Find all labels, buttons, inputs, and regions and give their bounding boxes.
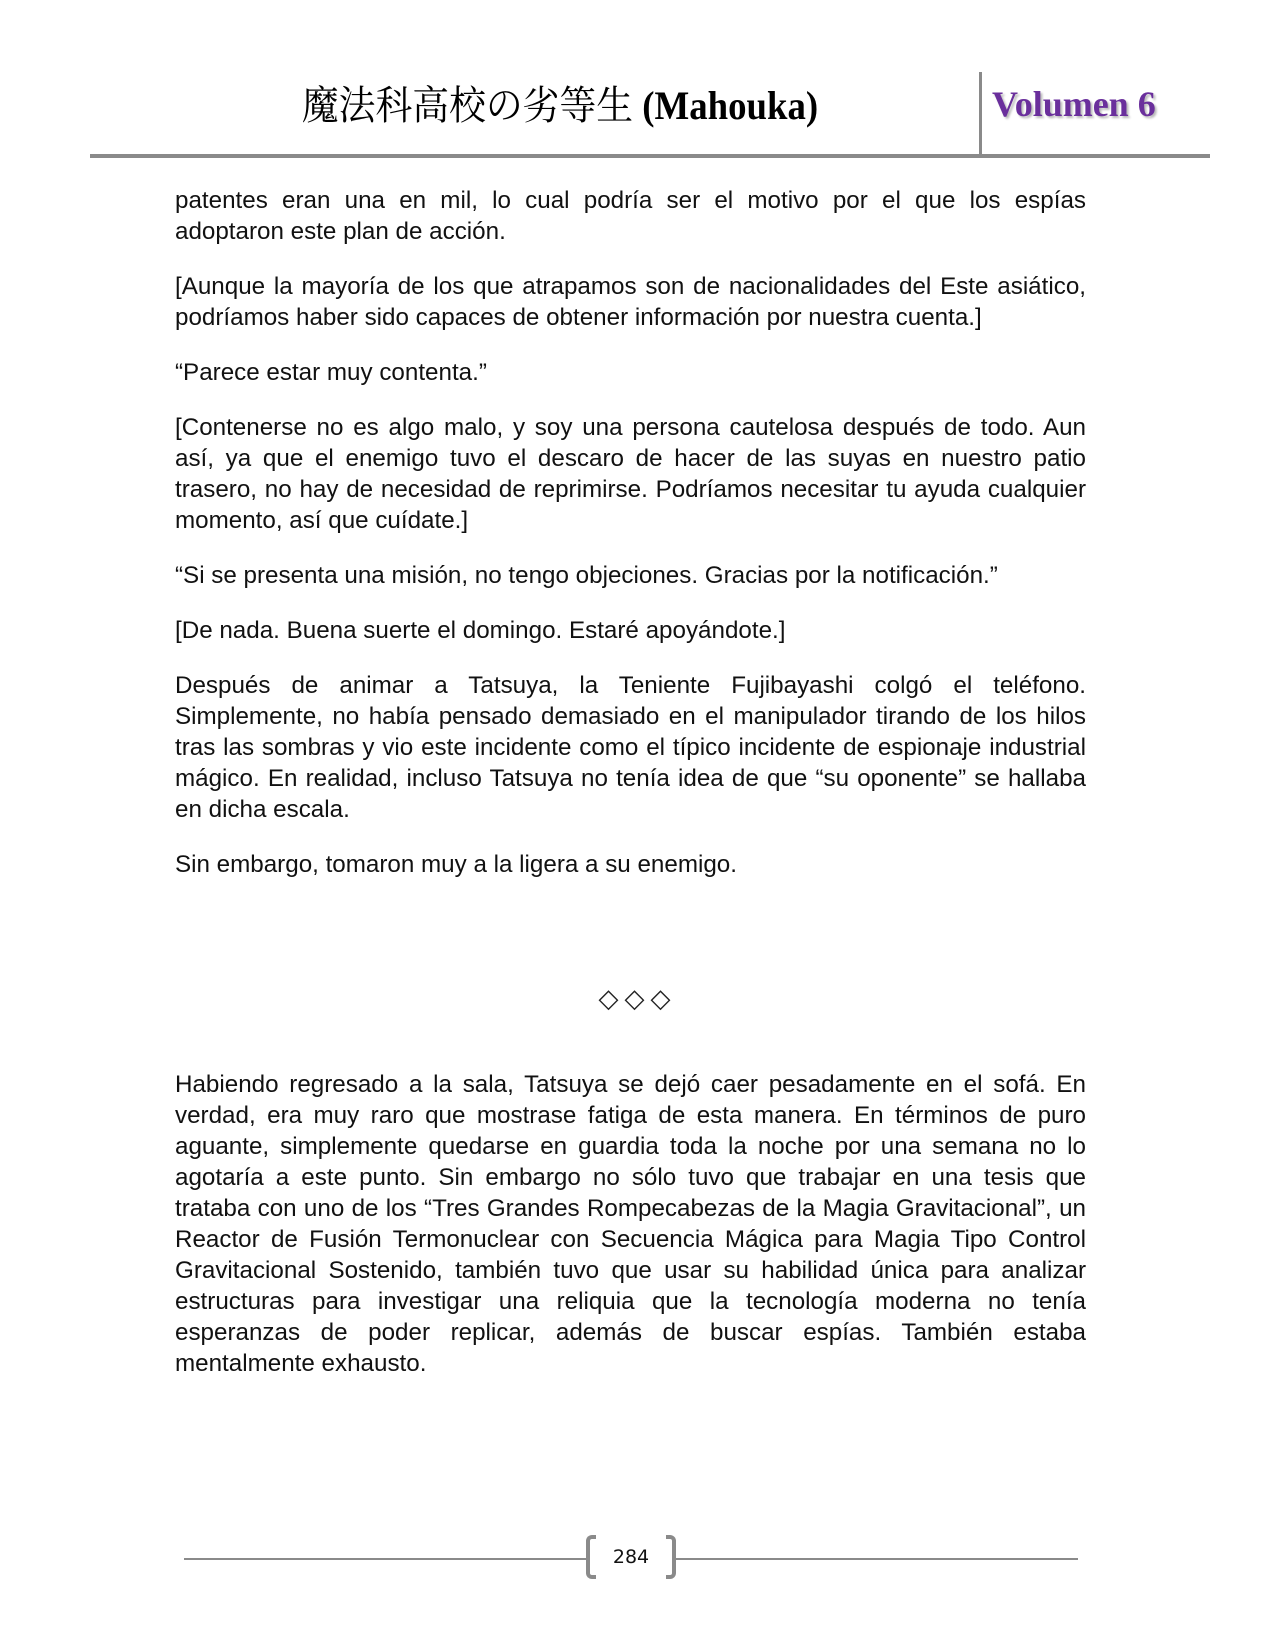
body-text-after-break	[175, 1069, 1086, 1403]
book-title	[183, 78, 937, 134]
paragraph: “Parece estar muy contenta.”	[175, 359, 487, 386]
paragraph: Sin embargo, tomaron muy a la ligera a su enemigo.	[175, 851, 737, 878]
left-bracket-icon	[586, 1535, 596, 1579]
paragraph: [Aunque la mayoría de los que atrapamos son de nacionalidades del Este asiático, podríamos haber sido capaces de obtener información por nuestra cuenta.]	[175, 273, 1086, 331]
paragraph: [Contenerse no es algo malo, y soy una persona cautelosa después de todo. Aun así, ya que el enemigo tuvo el descaro de hacer de las suyas en nuestro patio trasero, no hay de necesidad de reprimirse. Podríamos necesitar tu ayuda cualquier momento, así que cuídate.]	[175, 414, 1086, 534]
volume-label: Volumen 6	[992, 84, 1156, 124]
scene-break-diamonds: ◇◇◇	[598, 984, 677, 1014]
paragraph: patentes eran una en mil, lo cual podría ser el motivo por el que los espías adoptaron este plan de acción.	[175, 187, 1086, 245]
header-rule	[90, 154, 1210, 158]
paragraph: Habiendo regresado a la sala, Tatsuya se dejó caer pesadamente en el sofá. En verdad, era muy raro que mostrase fatiga de esta manera. En términos de puro aguante, simplemente quedarse en guardia toda la noche por una semana no lo agotaría a este punto. Sin embargo no sólo tuvo que trabajar en una tesis que trataba con uno de los “Tres Grandes Rompecabezas de la Magia Gravitacional”, un Reactor de Fusión Termonuclear con Secuencia Mágica para Magia Tipo Control Gravitacional Sostenido, también tuvo que usar su habilidad única para analizar estructuras para investigar una reliquia que la tecnología moderna no tenía esperanzas de poder replicar, además de buscar espías. También estaba mentalmente exhausto.	[175, 1071, 1086, 1377]
book-title-japanese: 魔法科高校の劣等生	[301, 83, 634, 128]
paragraph: “Si se presenta una misión, no tengo objeciones. Gracias por la notificación.”	[175, 562, 998, 589]
footer-rule-left	[184, 1558, 586, 1560]
header-divider	[979, 72, 982, 156]
body-text	[175, 185, 1086, 904]
paragraph: [De nada. Buena suerte el domingo. Estaré apoyándote.]	[175, 617, 786, 644]
book-title-latin: (Mahouka)	[642, 83, 819, 128]
right-bracket-icon	[666, 1535, 676, 1579]
paragraph: Después de animar a Tatsuya, la Teniente Fujibayashi colgó el teléfono. Simplemente, no había pensado demasiado en el manipulador tirando de los hilos tras las sombras y vio este incidente como el típico incidente de espionaje industrial mágico. En realidad, incluso Tatsuya no tenía idea de que “su oponente” se hallaba en dicha escala.	[175, 672, 1086, 823]
footer-rule-right	[676, 1558, 1078, 1560]
page-number: 284	[612, 1546, 650, 1568]
